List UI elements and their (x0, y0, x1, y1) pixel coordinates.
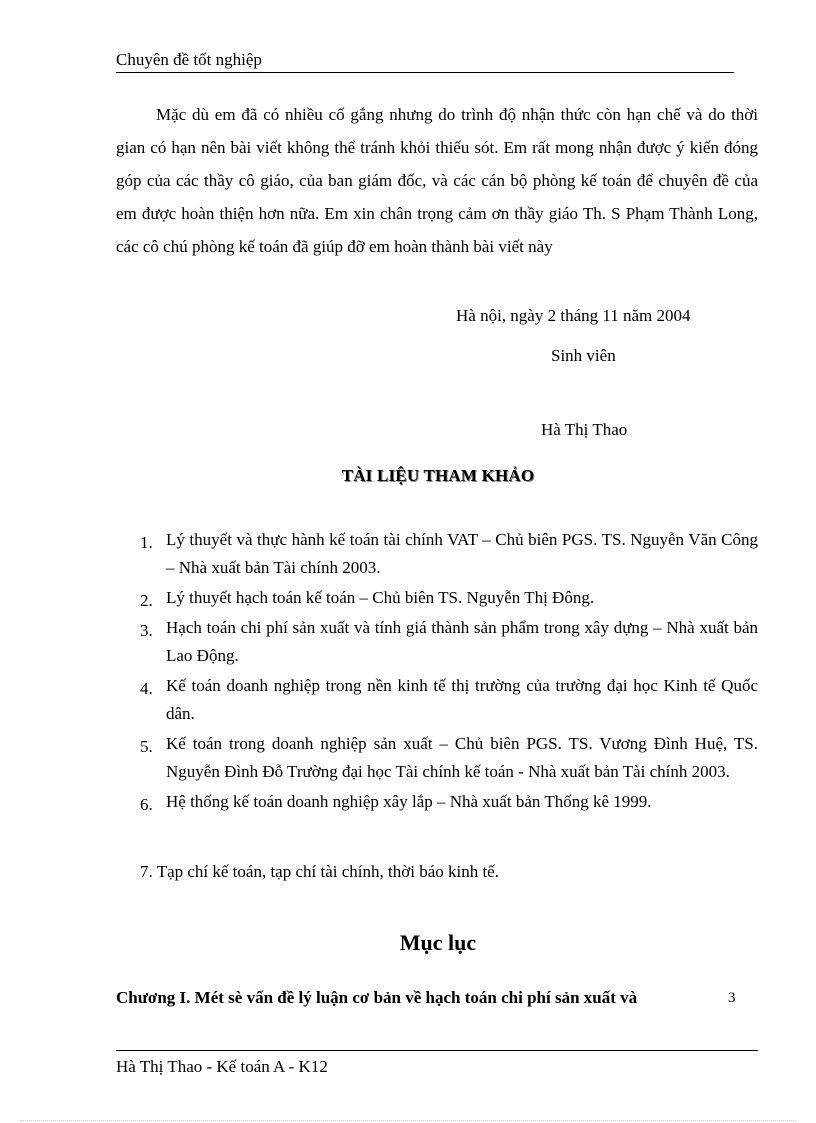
references-title: TÀI LIỆU THAM KHẢO (341, 466, 535, 485)
reference-number: 6. (140, 795, 153, 814)
reference-text: Hạch toán chi phí sản xuất và tính giá thành sản phẩm trong xây dựng – Nhà xuất bản Lao Động. (166, 618, 758, 665)
signature-name: Hà Thị Thao (541, 420, 628, 439)
reference-text: Kế toán trong doanh nghiệp sản xuất – Chủ biên PGS. TS. Vương Đình Huệ, TS. Nguyễn Đình Đỗ Trường đại học Tài chính kế toán - Nhà xuất bản Tài chính 2003. (166, 734, 758, 781)
header-title: Chuyên đề tốt nghiệp (116, 50, 262, 69)
reference-number: 2. (140, 591, 153, 610)
references-list (140, 526, 758, 818)
page-footer (116, 1050, 758, 1077)
reference-number: 1. (140, 533, 153, 552)
reference-text: Lý thuyết hạch toán kế toán – Chủ biên TS. Nguyễn Thị Đông. (166, 588, 595, 607)
reference-item (140, 526, 758, 582)
acknowledgement-paragraph: Mặc dù em đã có nhiều cố gắng nhưng do trình độ nhận thức còn hạn chế và do thời gian có hạn nên bài viết không thể tránh khỏi thiếu sót. Em rất mong nhận được ý kiến đóng góp của các thầy cô giáo, của ban giám đốc, và các cán bộ phòng kế toán để chuyên đề của em được hoàn thiện hơn nữa. Em xin chân trọng cảm ơn thầy giáo Th. S Phạm Thành Long, các cô chú phòng kế toán đã giúp đỡ em hoàn thành bài viết này (116, 105, 758, 256)
page-header (116, 50, 734, 73)
reference-item-7: 7. Tạp chí kế toán, tạp chí tài chính, thời báo kinh tế. (140, 862, 499, 881)
reference-item (140, 788, 758, 816)
signature-role: Sinh viên (551, 346, 616, 365)
toc-entry-page: 3 (728, 990, 736, 1006)
reference-item (140, 614, 758, 670)
reference-text: Kế toán doanh nghiệp trong nền kinh tế thị trường của trường đại học Kinh tế Quốc dân. (166, 676, 758, 723)
reference-item (140, 730, 758, 786)
reference-number: 3. (140, 621, 153, 640)
reference-item (140, 672, 758, 728)
reference-item (140, 584, 758, 612)
page-bottom-divider (20, 1120, 796, 1121)
reference-number: 4. (140, 679, 153, 698)
reference-text: Lý thuyết và thực hành kế toán tài chính VAT – Chủ biên PGS. TS. Nguyễn Văn Công – Nhà xuất bản Tài chính 2003. (166, 530, 758, 577)
footer-text: Hà Thị Thao - Kế toán A - K12 (116, 1057, 328, 1076)
toc-entry-text: Chương I. Mét sè vấn đề lý luận cơ bản về hạch toán chi phí sản xuất và (116, 988, 638, 1007)
reference-text: Hệ thống kế toán doanh nghiệp xây lắp – Nhà xuất bản Thống kê 1999. (166, 792, 652, 811)
toc-title: Mục lục (399, 930, 477, 955)
signature-date: Hà nội, ngày 2 tháng 11 năm 2004 (456, 306, 691, 325)
reference-number: 5. (140, 737, 153, 756)
toc-entry (116, 986, 756, 1010)
